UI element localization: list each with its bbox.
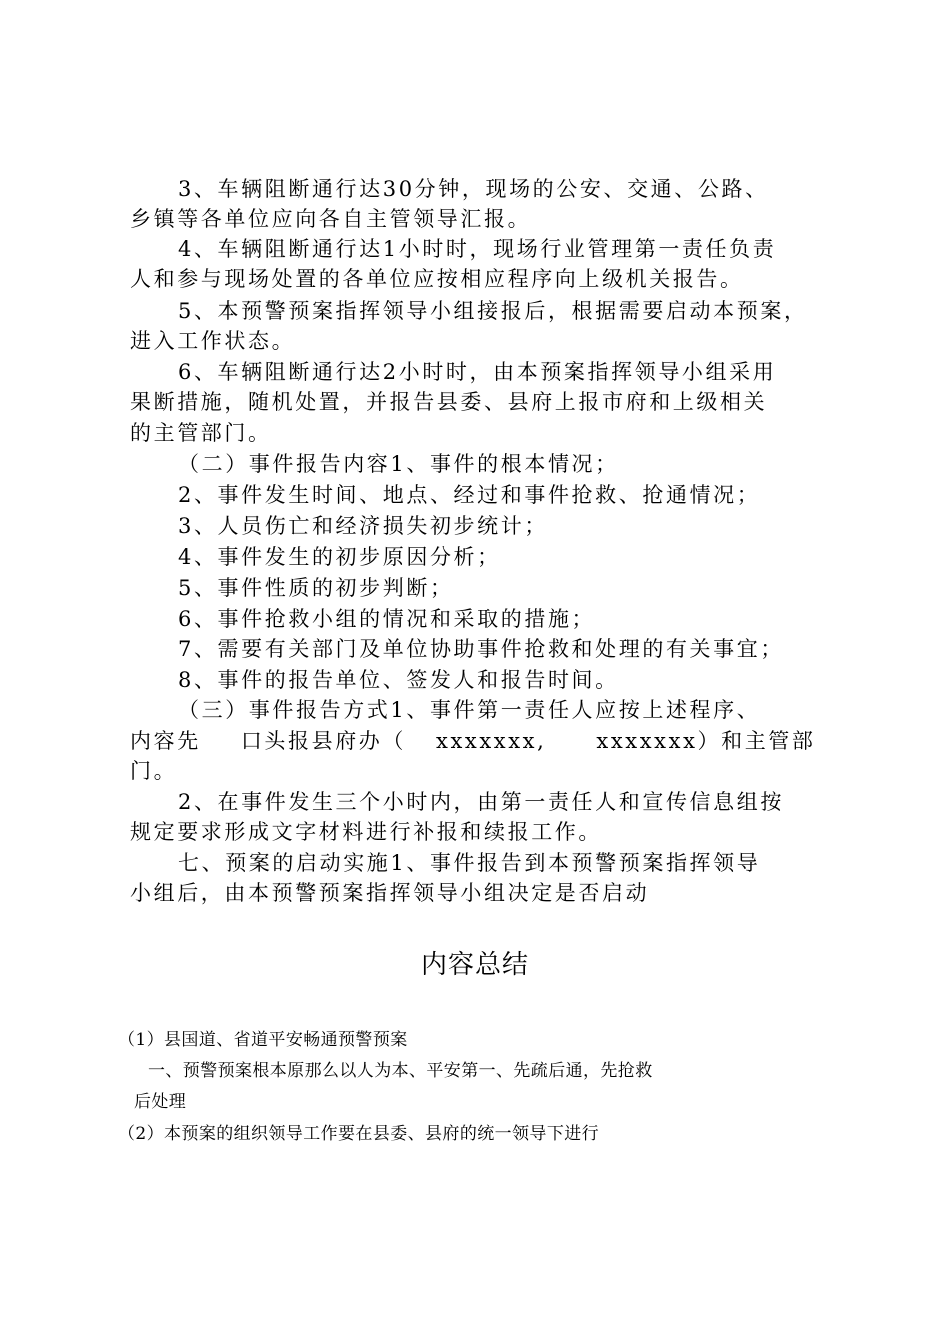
body-line-16: 7、需要有关部门及单位协助事件抢救和处理的有关事宜；: [178, 637, 784, 661]
body-line-5: 5、本预警预案指挥领导小组接报后，根据需要启动本预案，: [178, 299, 808, 323]
summary-item-1: （1）县国道、省道平安畅通预警预案: [118, 1030, 408, 1050]
body-line-22: 七、预案的启动实施1、事件报告到本预警预案指挥领导: [178, 851, 761, 875]
body-line-13: 4、事件发生的初步原因分析；: [178, 545, 501, 569]
body-line-7: 6、车辆阻断通行达2小时时，由本预案指挥领导小组采用: [178, 360, 777, 384]
summary-item-4: （2）本预案的组织领导工作要在县委、县府的统一领导下进行: [118, 1124, 600, 1144]
summary-item-3: 后处理: [134, 1092, 187, 1112]
contact-part-3: xxxxxxx,: [436, 729, 547, 753]
body-line-14: 5、事件性质的初步判断；: [178, 576, 454, 600]
contact-part-2: 口头报县府办（: [240, 729, 407, 753]
body-line-20: 2、在事件发生三个小时内，由第一责任人和宣传信息组按: [178, 790, 784, 814]
body-line-3: 4、车辆阻断通行达1小时时，现场行业管理第一责任负责: [178, 237, 777, 261]
body-line-19: 门。: [130, 759, 178, 783]
body-line-10: （二）事件报告内容1、事件的根本情况；: [178, 452, 619, 476]
body-line-11: 2、事件发生时间、地点、经过和事件抢救、抢通情况；: [178, 483, 761, 507]
body-line-8: 果断措施，随机处置，并报告县委、县府上报市府和上级相关: [130, 390, 768, 414]
body-line-2: 乡镇等各单位应向各自主管领导汇报。: [130, 207, 532, 231]
summary-title: 内容总结: [420, 950, 529, 980]
contact-part-4: xxxxxxx）和主管部: [596, 729, 816, 753]
body-line-12: 3、人员伤亡和经济损失初步统计；: [178, 514, 548, 538]
body-line-9: 的主管部门。: [130, 421, 272, 445]
body-line-18: （三）事件报告方式1、事件第一责任人应按上述程序、: [178, 698, 761, 722]
body-line-6: 进入工作状态。: [130, 329, 296, 353]
body-line-contact: [130, 726, 816, 756]
body-line-21: 规定要求形成文字材料进行补报和续报工作。: [130, 820, 602, 844]
body-line-15: 6、事件抢救小组的情况和采取的措施；: [178, 607, 596, 631]
summary-item-2: 一、预警预案根本原那么以人为本、平安第一、先疏后通，先抢救: [148, 1061, 653, 1081]
body-line-23: 小组后，由本预警预案指挥领导小组决定是否启动: [130, 881, 650, 905]
body-line-1: 3、车辆阻断通行达30分钟，现场的公安、交通、公路、: [178, 177, 769, 201]
contact-part-1: 内容先: [130, 729, 201, 753]
body-line-4: 人和参与现场处置的各单位应按相应程序向上级机关报告。: [130, 267, 744, 291]
body-line-17: 8、事件的报告单位、签发人和报告时间。: [178, 668, 619, 692]
